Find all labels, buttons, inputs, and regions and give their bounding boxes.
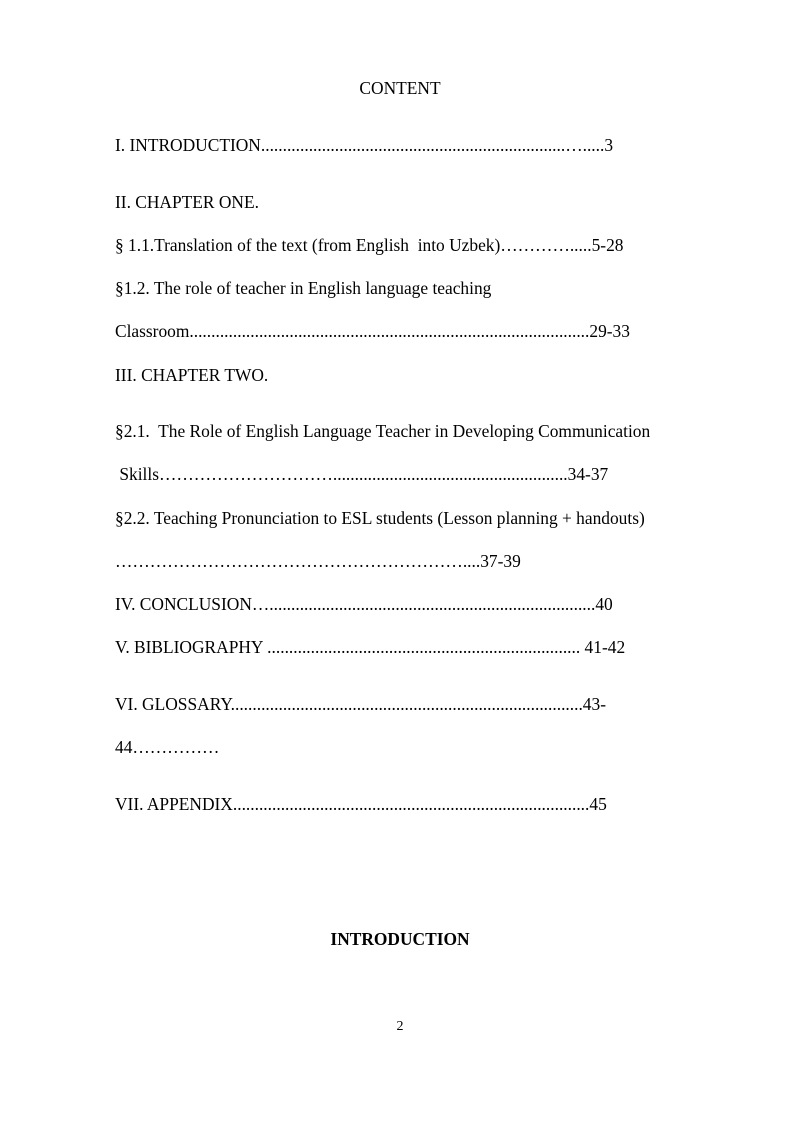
toc-entry-chapter-one: II. CHAPTER ONE. (115, 192, 259, 212)
toc-entry-section-1-2: §1.2. The role of teacher in English language teaching (115, 278, 492, 298)
toc-entry-introduction: I. INTRODUCTION......................................................................….....3 (115, 135, 614, 155)
section-title: INTRODUCTION (330, 929, 470, 949)
toc-entry-glossary-continued: 44…………… (115, 737, 220, 757)
toc-entry-appendix: VII. APPENDIX..................................................................................45 (115, 794, 607, 814)
page-number: 2 (396, 1019, 404, 1034)
contents-heading: CONTENT (359, 78, 441, 98)
toc-entry-chapter-two: III. CHAPTER TWO. (115, 365, 269, 385)
toc-entry-section-1-1: § 1.1.Translation of the text (from English into Uzbek)………….....5-28 (115, 235, 624, 255)
toc-entry-section-2-2: §2.2. Teaching Pronunciation to ESL students (Lesson planning + handouts) (115, 508, 645, 528)
toc-entry-section-1-2-continued: Classroom............................................................................................29-33 (115, 321, 630, 341)
toc-entry-section-2-1: §2.1. The Role of English Language Teacher in Developing Communication (115, 421, 651, 441)
toc-entry-section-2-1-continued: Skills…………………………......................................................34-37 (115, 464, 609, 484)
toc-entry-conclusion: IV. CONCLUSION…...........................................................................40 (115, 594, 613, 614)
toc-entry-glossary: VI. GLOSSARY.................................................................................43- (115, 694, 606, 714)
toc-entry-bibliography: V. BIBLIOGRAPHY ........................................................................ 41-42 (115, 637, 626, 657)
toc-entry-section-2-2-continued: ……………………………………………………....37-39 (115, 551, 521, 571)
